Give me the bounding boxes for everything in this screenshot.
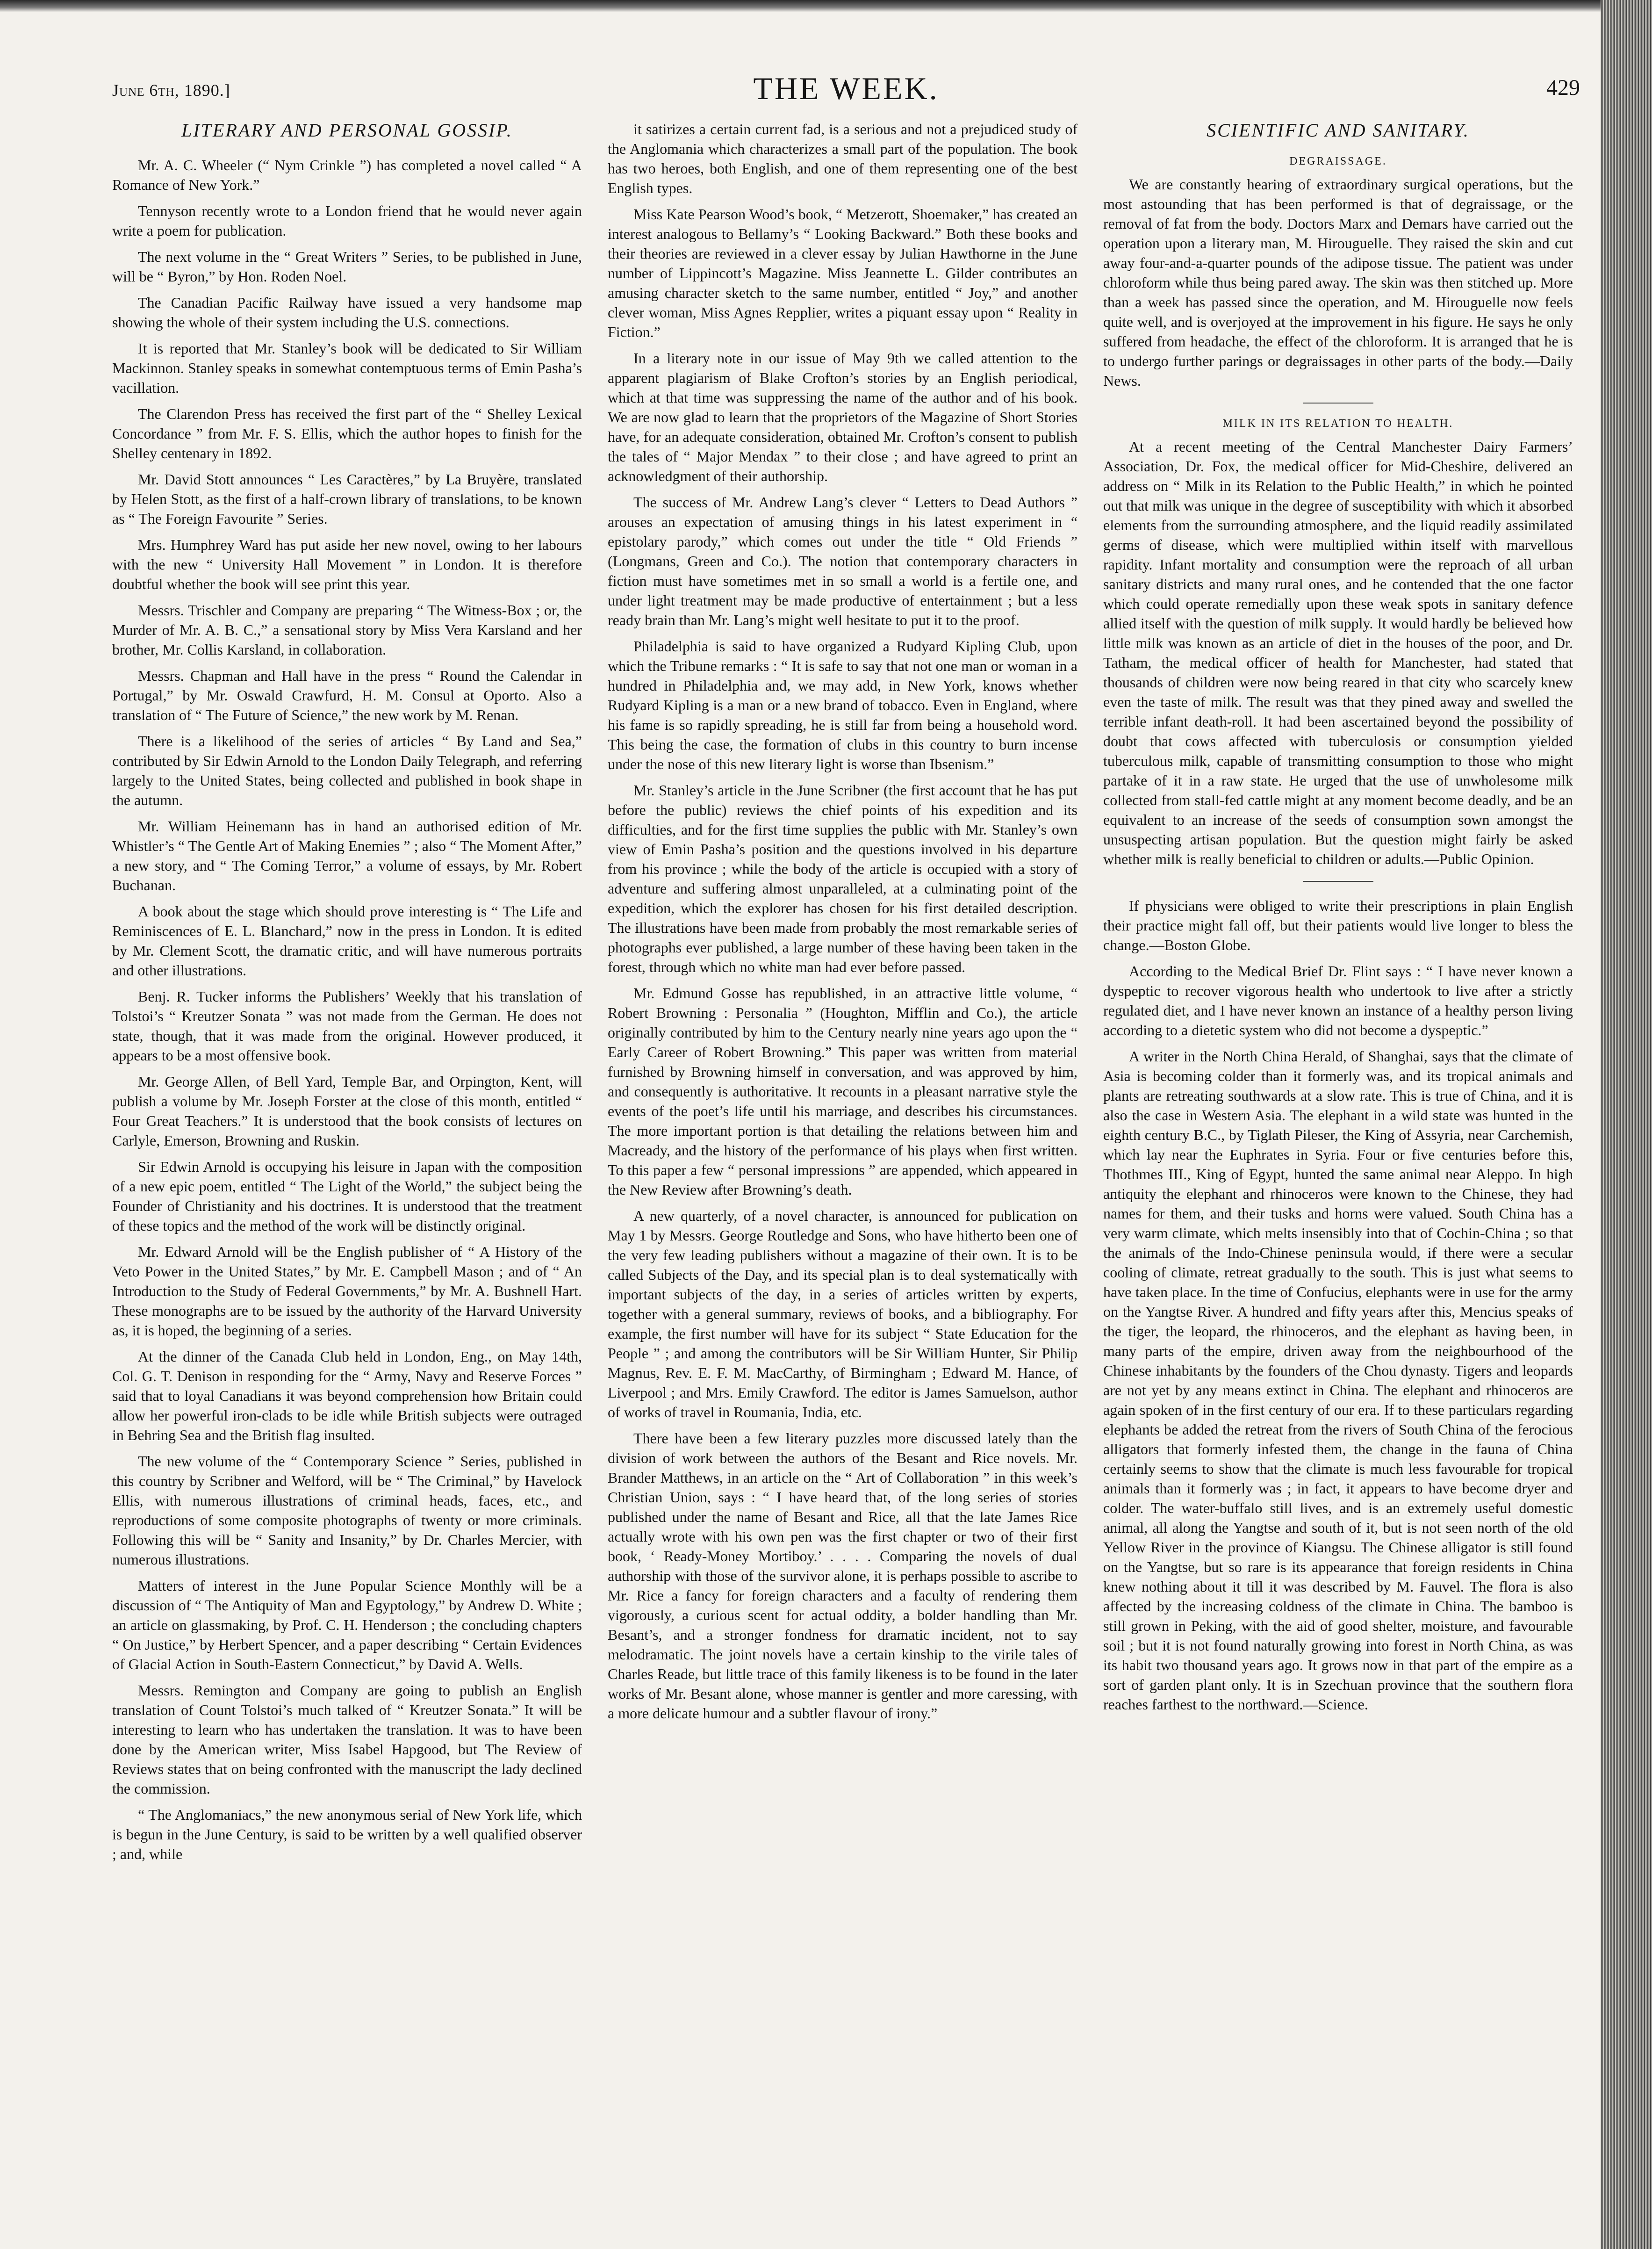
article-paragraph: The new volume of the “ Contemporary Science ” Series, published in this country by Scribner and Welford, will be “ The Criminal,” by Havelock Ellis, with numerous illustrations of criminal heads, faces, etc., and reproductions of some composite photographs of twenty or more criminals. Following this will be “ Sanity and Insanity,” by Dr. Charles Mercier, with numerous illustrations. — [112, 1453, 582, 1568]
article-paragraph: Matters of interest in the June Popular Science Monthly will be a discussion of “ The Antiquity of Man and Egyptology,” by Andrew D. White ; an article on glassmaking, by Prof. C. H. Henderson ; the concluding chapters “ On Justice,” by Herbert Spencer, and a paper describing “ Certain Evidences of Glacial Action in South-Eastern Connecticut,” by David A. Wells. — [112, 1577, 582, 1672]
article-paragraph: Mr. A. C. Wheeler (“ Nym Crinkle ”) has completed a novel called “ A Romance of New York.” — [112, 157, 582, 193]
column-scientific-sanitary — [1103, 119, 1573, 2209]
page-number: 429 — [1546, 75, 1580, 100]
journal-title: THE WEEK. — [753, 71, 939, 106]
article-paragraph: it satirizes a certain current fad, is a serious and not a prejudiced study of the Anglomania which characterizes a small part of the population. The book has two heroes, both English, and one of them representing one of the best English types. — [608, 121, 1077, 196]
article-paragraph: If physicians were obliged to write their prescriptions in plain English their practice might fall off, but their patients would live longer to bless the change.—Boston Globe. — [1103, 897, 1573, 953]
article-paragraph: There have been a few literary puzzles more discussed lately than the division of work between the authors of the Besant and Rice novels. Mr. Brander Matthews, in an article on the “ Art of Collaboration ” in this week’s Christian Union, says : “ I have heard that, of the long series of stories published under the name of Besant and Rice, all that the late James Rice actually wrote with his own pen was the first chapter or two of their first book, ‘ Ready-Money Mortiboy.’ . . . . Comparing the novels of dual authorship with those of the survivor alone, it is perhaps possible to ascribe to Mr. Rice a fancy for foreign characters and a faculty of rendering them vigorously, a curious scent for actual oddity, a bolder handling than Mr. Besant’s, and a stronger fondness for dramatic incident, not to say melodramatic. The joint novels have a certain kinship to the virile tales of Charles Reade, but little trace of this family likeness is to be found in the later works of Mr. Besant alone, whose manner is gentler and more caressing, with a more delicate humour and a subtler flavour of irony.” — [608, 1430, 1077, 1722]
scan-binding-edge — [1601, 0, 1652, 2249]
article-paragraph: Miss Kate Pearson Wood’s book, “ Metzerott, Shoemaker,” has created an interest analogous to Bellamy’s “ Looking Backward.” Both these books and their theories are reviewed in a clever essay by Julian Hawthorne in the June number of Lippincott’s Magazine. Miss Jeannette L. Gilder contributes an amusing character sketch to the same number, entitled “ Joy,” and another clever woman, Miss Agnes Repplier, writes a piquant essay upon “ Reality in Fiction.” — [608, 206, 1077, 340]
article-paragraph: The success of Mr. Andrew Lang’s clever “ Letters to Dead Authors ” arouses an expectation of amusing things in his latest experiment in “ epistolary parody,” which comes out under the title “ Old Friends ” (Longmans, Green and Co.). The notion that contemporary characters in fiction must have sometimes met in so small a world is a fertile one, and under light treatment may be made productive of entertainment ; but a less ready brain than Mr. Lang’s might well hesitate to put it to the proof. — [608, 494, 1077, 628]
subheading-milk-health: MILK IN ITS RELATION TO HEALTH. — [1222, 418, 1454, 430]
article-paragraph: A writer in the North China Herald, of Shanghai, says that the climate of Asia is becoming colder than it formerly was, and its tropical animals and plants are retreating southwards at a slow rate. This is true of China, and it is also the case in Western Asia. The elephant in a wild state was hunted in the eighth century B.C., by Tiglath Pileser, the King of Assyria, near Carchemish, which lay near the Euphrates in Syria. Four or five centuries before this, Thothmes III., King of Egypt, hunted the same animal near Aleppo. In high antiquity the elephant and rhinoceros were known to the Chinese, they had names for them, and their tusks and horns were valued. South China has a very warm climate, which melts insensibly into that of Cochin-China ; so that the animals of the Indo-Chinese peninsula would, if there were a secular cooling of climate, retreat gradually to the south. This is just what seems to have taken place. In the time of Confucius, elephants were in use for the army on the Yangtse River. A hundred and fifty years after this, Mencius speaks of the tiger, the leopard, the rhinoceros, and the elephant as having been, in many parts of the empire, driven away from the neighbourhood of the Chinese inhabitants by the founders of the Chou dynasty. Tigers and leopards are not yet by any means extinct in China. The elephant and rhinoceros are again spoken of in the first century of our era. If to these particulars regarding elephants be added the retreat from the rivers of South China of the ferocious alligators that formerly infested them, the change in the fauna of China certainly seems to show that the climate is much less favourable for tropical animals than it formerly was ; in fact, it appears to have become dryer and colder. The water-buffalo still lives, and is an extremely useful domestic animal, all along the Yangtse and south of it, but is not seen north of the old Yellow River in the province of Kiangsu. The Chinese alligator is still found on the Yangtse, but so rare is its appearance that foreign residents in China knew nothing about it till it was described by M. Fauvel. The flora is also affected by the increasing coldness of the climate in China. The bamboo is still grown in Peking, with the aid of good shelter, moisture, and favourable soil ; but it is not found naturally growing into forest in North China, as was its habit two thousand years ago. It grows now in that part of the empire as a sort of garden plant only. It is in Szechuan province that the southern flora reaches farthest to the northward.—Science. — [1103, 1048, 1573, 1713]
article-paragraph: Messrs. Remington and Company are going to publish an English translation of Count Tolstoi’s much talked of “ Kreutzer Sonata.” It will be interesting to learn who has undertaken the translation. It was to have been done by the American writer, Miss Isabel Hapgood, but The Review of Reviews states that on being confronted with the manuscript the lady declined the commission. — [112, 1682, 582, 1797]
column-continued-gossip — [608, 119, 1077, 2209]
article-paragraph: The Canadian Pacific Railway have issued a very handsome map showing the whole of their system including the U.S. connections. — [112, 294, 582, 331]
article-paragraph: The next volume in the “ Great Writers ” Series, to be published in June, will be “ Byron,” by Hon. Roden Noel. — [112, 248, 582, 285]
column-literary-gossip — [112, 119, 582, 2209]
article-paragraph: Mr. Edward Arnold will be the English publisher of “ A History of the Veto Power in the United States,” by Mr. E. Campbell Mason ; and of “ An Introduction to the Study of Federal Governments,” by Mr. A. Bushnell Hart. These monographs are to be issued by the authority of the Harvard University as, it is hoped, the beginning of a series. — [112, 1243, 582, 1339]
article-paragraph: Mrs. Humphrey Ward has put aside her new novel, owing to her labours with the new “ University Hall Movement ” in London. It is therefore doubtful whether the book will see print this year. — [112, 536, 582, 592]
subheading-degraissage: DEGRAISSAGE. — [1289, 155, 1387, 167]
article-paragraph: At the dinner of the Canada Club held in London, Eng., on May 14th, Col. G. T. Denison in responding for the “ Army, Navy and Reserve Forces ” said that to loyal Canadians it was beyond comprehension how Britain could allow her powerful iron-clads to be idle while British subjects were outraged in Behring Sea and the British flag insulted. — [112, 1348, 582, 1443]
article-paragraph: Mr. David Stott announces “ Les Caractères,” by La Bruyère, translated by Helen Stott, as the first of a half-crown library of translations, to be known as “ The Foreign Favourite ” Series. — [112, 471, 582, 527]
article-paragraph: Benj. R. Tucker informs the Publishers’ Weekly that his translation of Tolstoi’s “ Kreutzer Sonata ” was not made from the German. He does not state, though, that it was made from the original. However produced, it appears to be a most offensive book. — [112, 988, 582, 1064]
section-divider — [1303, 403, 1373, 404]
article-paragraph: Philadelphia is said to have organized a Rudyard Kipling Club, upon which the Tribune remarks : “ It is safe to say that not one man or woman in a hundred in Philadelphia and, we may add, in New York, knows whether Rudyard Kipling is a man or a new brand of tobacco. Even in England, where his fame is so rapidly spreading, he is still far from being a household word. This being the case, the formation of clubs in this country to burn incense under the nose of this new literary light is worse than Ibsenism.” — [608, 638, 1077, 772]
article-paragraph: In a literary note in our issue of May 9th we called attention to the apparent plagiarism of Blake Crofton’s stories by an English periodical, which at that time was suppressing the name of the author and of his book. We are now glad to learn that the proprietors of the Magazine of Short Stories have, for an adequate consideration, obtained Mr. Crofton’s consent to publish the tales of “ Major Mendax ” to their close ; and have agreed to print an acknowledgment of their authorship. — [608, 350, 1077, 484]
article-paragraph: At a recent meeting of the Central Manchester Dairy Farmers’ Association, Dr. Fox, the medical officer for Mid-Cheshire, delivered an address on “ Milk in its Relation to the Public Health,” in which he pointed out that milk was unique in the degree of susceptibility with which it absorbed elements from the surrounding atmosphere, and the liquid readily assimilated germs of disease, which were multiplied within itself with marvellous rapidity. Infant mortality and consumption were the reproach of all urban sanitary districts and many rural ones, and he contended that the one factor which could operate remedially upon these weak spots in sanitary defence allied itself with the question of milk supply. It would hardly be believed how little milk was known as an article of diet in the houses of the poor, and Dr. Tatham, the medical officer of health for Manchester, had stated that thousands of children were now being reared in that city who scarcely knew even the taste of milk. The result was that they pined away and swelled the terrible infant death-roll. It had been ascertained beyond the possibility of doubt that cows affected with tuberculosis or consumption yielded tuberculous milk, capable of transmitting consumption to those who might partake of it in a raw state. He urged that the use of unwholesome milk collected from stall-fed cattle might at any moment become deadly, and be an equivalent to an increase of the seeds of consumption sown amongst the unsuspecting artisan population. But the question might fairly be asked whether milk is really beneficial to children or adults.—Public Opinion. — [1103, 438, 1573, 867]
issue-date: June 6th, 1890.] — [112, 81, 230, 100]
article-paragraph: Sir Edwin Arnold is occupying his leisure in Japan with the composition of a new epic poem, entitled “ The Light of the World,” the subject being the Founder of Christianity and his doctrines. It is understood that the treatment of these topics and the method of the work will be distinctly original. — [112, 1158, 582, 1234]
section-body-milk-health — [1103, 437, 1573, 869]
scan-top-edge — [0, 0, 1652, 12]
article-paragraph: Messrs. Trischler and Company are preparing “ The Witness-Box ; or, the Murder of Mr. A. B. C.,” a sensational story by Miss Vera Karsland and her brother, Mr. Collis Karsland, in collaboration. — [112, 602, 582, 658]
article-paragraph: There is a likelihood of the series of articles “ By Land and Sea,” contributed by Sir Edwin Arnold to the London Daily Telegraph, and referring largely to the United States, being collected and published in book shape in the autumn. — [112, 733, 582, 808]
column-body — [112, 155, 582, 1864]
page-header — [112, 70, 1580, 108]
article-paragraph: Mr. George Allen, of Bell Yard, Temple Bar, and Orpington, Kent, will publish a volume by Mr. Joseph Forster at the close of this month, entitled “ Four Great Teachers.” It is understood that the book consists of lectures on Carlyle, Emerson, Browning and Ruskin. — [112, 1073, 582, 1149]
section-divider — [1303, 881, 1373, 882]
section-body-degraissage — [1103, 174, 1573, 390]
article-paragraph: Messrs. Chapman and Hall have in the press “ Round the Calendar in Portugal,” by Mr. Oswald Crawfurd, H. M. Consul at Oporto. Also a translation of “ The Future of Science,” the new work by M. Renan. — [112, 667, 582, 723]
article-paragraph: Tennyson recently wrote to a London friend that he would never again write a poem for publication. — [112, 202, 582, 239]
article-paragraph: A book about the stage which should prove interesting is “ The Life and Reminiscences of E. L. Blanchard,” now in the press in London. It is edited by Mr. Clement Scott, the dramatic critic, and will have numerous portraits and other illustrations. — [112, 903, 582, 979]
article-paragraph: It is reported that Mr. Stanley’s book will be dedicated to Sir William Mackinnon. Stanley speaks in somewhat contemptuous terms of Emin Pasha’s vacillation. — [112, 340, 582, 396]
article-columns — [112, 119, 1578, 2209]
section-body-notes — [1103, 896, 1573, 1714]
article-paragraph: “ The Anglomaniacs,” the new anonymous serial of New York life, which is begun in the June Century, is said to be written by a well qualified observer ; and, while — [112, 1806, 582, 1862]
article-paragraph: Mr. Stanley’s article in the June Scribner (the first account that he has put before the public) reviews the chief points of his expedition and its difficulties, and for the first time supplies the public with Mr. Stanley’s own view of Emin Pasha’s position and the questions involved in his departure from his province ; while the body of the article is occupied with a story of adventure and suffering almost unparalleled, at a culminating point of the expedition, which the explorer has chosen for his first detailed description. The illustrations have been made from probably the most remarkable series of photographs ever published, a large number of these having been taken in the forest, through which no white man had ever before passed. — [608, 782, 1077, 975]
article-paragraph: According to the Medical Brief Dr. Flint says : “ I have never known a dyspeptic to recover vigorous health who undertook to live after a strictly regulated diet, and I have never known an instance of a healthy person living according to a dietetic system who did not become a dyspeptic.” — [1103, 963, 1573, 1038]
section-title-literary-gossip: LITERARY AND PERSONAL GOSSIP. — [181, 120, 513, 141]
article-paragraph: The Clarendon Press has received the first part of the “ Shelley Lexical Concordance ” from Mr. F. S. Ellis, which the author hopes to finish for the Shelley centenary in 1892. — [112, 405, 582, 461]
article-paragraph: We are constantly hearing of extraordinary surgical operations, but the most astounding that has been performed is that of degraissage, or the removal of fat from the body. Doctors Marx and Demars have carried out the operation upon a literary man, M. Hirouguelle. They raised the skin and cut away four-and-a-quarter pounds of the adipose tissue. The patient was under chloroform while thus being pared away. The skin was then stitched up. More than a week has passed since the operation, and M. Hirouguelle now feels quite well, and is overjoyed at the improvement in his figure. He says he only suffered from headache, the effect of the chloroform. It is arranged that he is to undergo further parings or degraissages in other parts of the body.—Daily News. — [1103, 176, 1573, 389]
article-paragraph: Mr. William Heinemann has in hand an authorised edition of Mr. Whistler’s “ The Gentle Art of Making Enemies ” ; also “ The Moment After,” a new story, and “ The Coming Terror,” a volume of essays, by Mr. Robert Buchanan. — [112, 818, 582, 894]
article-paragraph: A new quarterly, of a novel character, is announced for publication on May 1 by Messrs. George Routledge and Sons, who have hitherto been one of the very few leading publishers without a magazine of their own. It is to be called Subjects of the Day, and its special plan is to deal systematically with important subjects of the day, in a series of articles written by experts, together with a general summary, reviews of books, and a bibliography. For example, the first number will have for its subject “ State Education for the People ” ; and among the contributors will be Sir William Hunter, Sir Philip Magnus, Rev. E. F. M. MacCarthy, of Birmingham ; Edward M. Hance, of Liverpool ; and Mrs. Emily Crawford. The editor is James Samuelson, author of works of travel in Roumania, India, etc. — [608, 1207, 1077, 1420]
column-body — [608, 119, 1077, 1723]
article-paragraph: Mr. Edmund Gosse has republished, in an attractive little volume, “ Robert Browning : Personalia ” (Houghton, Mifflin and Co.), the article originally contributed by him to the Century nearly nine years ago upon the “ Early Career of Robert Browning.” This paper was written from material furnished by Browning himself in conversation, and was approved by him, and consequently is authoritative. It recounts in a pleasant narrative style the events of the poet’s life until his marriage, and describes his circumstances. The more important portion is that detailing the relations between him and Macready, and the history of the performance of his plays when first written. To this paper a few “ personal impressions ” are appended, which appeared in the New Review after Browning’s death. — [608, 985, 1077, 1198]
section-title-scientific-sanitary: SCIENTIFIC AND SANITARY. — [1207, 120, 1470, 141]
